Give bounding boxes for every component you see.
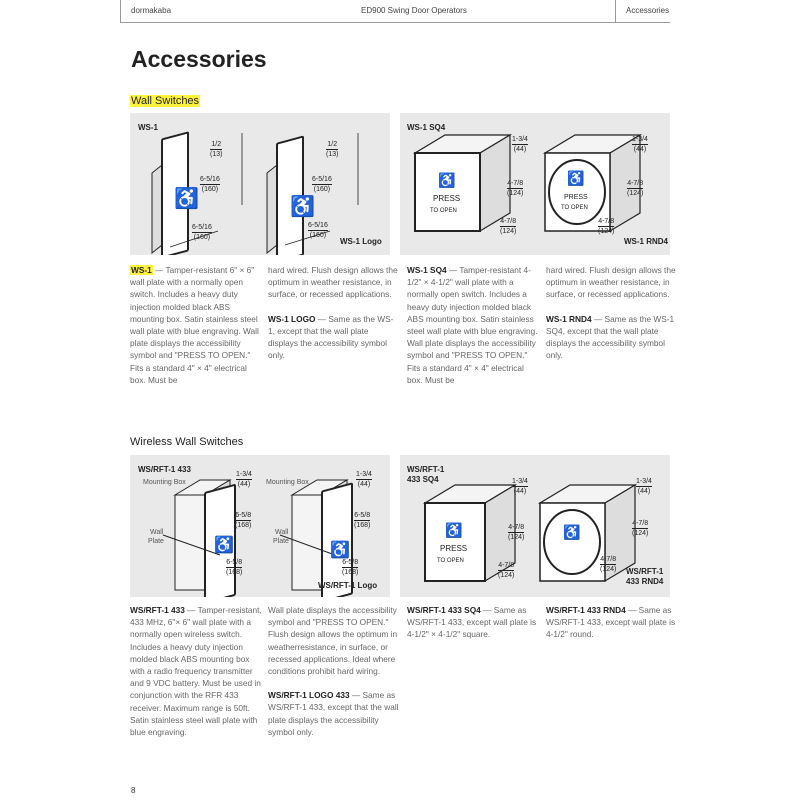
- product-description: — Same as WS/RFT-1 433, except wall plate is 4-1/2" × 4-1/2" square.: [407, 605, 537, 640]
- to-open-text: TO OPEN: [430, 208, 457, 214]
- dim-value: (160): [313, 186, 331, 193]
- plate-label: Plate: [273, 538, 289, 545]
- dim-value: (160): [201, 186, 219, 193]
- accessibility-icon: ♿: [330, 542, 350, 559]
- product-description: hard wired. Flush design allows the optimum in weather resistance, in surface, or recessed applications.: [268, 265, 398, 300]
- diagram-label: WS-1: [138, 123, 158, 132]
- dim-value: (44): [513, 146, 527, 153]
- dim-value: 1/2: [327, 141, 338, 148]
- dim-value: (168): [226, 569, 243, 576]
- dim-value: (44): [237, 481, 251, 488]
- product-name: WS/RFT-1 433 RND4: [546, 605, 626, 615]
- ws-1-drawing: [130, 113, 390, 255]
- dim-value: 1/2: [211, 141, 222, 148]
- diagram-label: 433 SQ4: [407, 475, 439, 484]
- press-text: PRESS: [564, 194, 588, 201]
- dim-value: (160): [193, 234, 211, 241]
- dim-value: (124): [600, 566, 617, 573]
- product-description: — Same as the WS-1, except that the wall plate displays the accessibility symbol only.: [268, 313, 394, 361]
- dim-value: 6-5/8: [354, 512, 371, 519]
- accessibility-icon: ♿: [563, 524, 581, 540]
- dim-value: 4-7/8: [632, 520, 649, 527]
- header-divider: [120, 22, 670, 23]
- dim-value: 1-3/4: [512, 136, 528, 143]
- dim-value: (44): [637, 488, 651, 495]
- dim-value: 1-3/4: [632, 136, 648, 143]
- wall-label: Wall: [150, 529, 164, 536]
- dim-value: 1-3/4: [512, 478, 528, 485]
- header-title: ED900 Swing Door Operators: [361, 6, 467, 15]
- dim-value: (44): [513, 488, 527, 495]
- product-name: WS/RFT-1 LOGO 433: [268, 690, 350, 701]
- dim-value: (44): [633, 146, 647, 153]
- product-description: Wall plate displays the accessibility symbol and "PRESS TO OPEN." Flush design allows the optimum in weatherresistance, in surface, or recessed applications. Ideal where conditions prohibit hard wiring.: [268, 605, 398, 677]
- header-divider: [120, 0, 121, 23]
- description-ws-1-rnd4: [546, 264, 678, 373]
- accessibility-icon: ♿: [214, 537, 234, 554]
- dim-value: (13): [210, 151, 223, 158]
- dim-value: (168): [354, 522, 371, 529]
- diagram-label: WS/RFT-1 433: [138, 465, 191, 474]
- dim-value: (124): [627, 190, 644, 197]
- dim-value: 4-7/8: [507, 180, 524, 187]
- plate-label: Plate: [148, 538, 164, 545]
- accessibility-icon: ♿: [567, 170, 585, 186]
- dim-value: 6-5/8: [342, 559, 359, 566]
- description-ws-1-logo: [268, 264, 400, 373]
- accessibility-icon: ♿: [290, 196, 315, 218]
- page-number: 8: [131, 786, 136, 795]
- product-description: — Tamper-resistant, 433 MHz, 6"× 6" wall plate with a normally open wireless switch. Includes a heavy duty injection molded black ABS mounting box with a radio frequency transmitter and 9 VDC battery. Must be used in conjunction with the RFR 433 receiver. Maximum range is 50ft. Satin stainless steel wall plate with blue engraving.: [130, 605, 262, 738]
- dim-value: (44): [357, 481, 371, 488]
- accessibility-icon: ♿: [174, 188, 199, 210]
- product-description: — Same as WS/RFT-1 433, except that the wall plate displays the accessibility symbol only.: [268, 690, 399, 737]
- dim-value: 4-7/8: [627, 180, 644, 187]
- to-open-text: TO OPEN: [561, 205, 588, 211]
- diagram-sublabel: WS/RFT-1 Logo: [318, 581, 378, 590]
- dim-value: (124): [507, 190, 524, 197]
- to-open-text: TO OPEN: [437, 558, 464, 564]
- dim-value: 6-5/16: [192, 224, 212, 231]
- diagram-sublabel: WS/RFT-1: [626, 567, 664, 576]
- accessibility-icon: ♿: [438, 172, 456, 188]
- dim-value: 4-7/8: [598, 218, 615, 225]
- product-description: — Tamper-resistant 4-1/2" × 4-1/2" wall plate with a normally open switch. Includes a heavy duty injection molded black ABS mounting box. Satin stainless steel wall plate with blue engraving. Wall plate displays the accessibility symbol and "PRESS TO OPEN." Fits a standard 4" × 4" electrical box. Must be: [407, 265, 538, 385]
- dim-value: (168): [235, 522, 252, 529]
- dim-value: 4-7/8: [600, 556, 617, 563]
- description-ws-rft-1-433-sq4: [407, 604, 539, 653]
- diagram-ws-rft-1-433: [130, 455, 390, 597]
- header-brand: dormakaba: [131, 6, 172, 15]
- product-name: WS-1 LOGO: [268, 313, 316, 324]
- dim-value: 6-5/8: [235, 512, 252, 519]
- diagram-label: WS-1 SQ4: [407, 123, 446, 132]
- description-ws-rft-1-logo-433: [268, 604, 400, 750]
- description-ws-rft-1-433-rnd4: [546, 604, 678, 653]
- diagram-ws-rft-1-433-sq4: [400, 455, 670, 597]
- dim-value: (13): [326, 151, 339, 158]
- diagram-sublabel: WS-1 RND4: [624, 237, 669, 246]
- dim-value: 4-7/8: [508, 524, 525, 531]
- product-description: — Same as WS/RFT-1 433, except wall plate is 4-1/2" round.: [546, 605, 676, 640]
- dim-value: 6-5/16: [308, 222, 328, 229]
- product-name: WS-1 RND4: [546, 313, 592, 324]
- dim-value: 1-3/4: [636, 478, 652, 485]
- diagram-sublabel: WS-1 Logo: [340, 237, 382, 246]
- header-divider: [615, 0, 616, 23]
- mounting-box-label: Mounting Box: [266, 479, 309, 486]
- press-text: PRESS: [433, 194, 461, 203]
- mounting-box-label: Mounting Box: [143, 479, 186, 486]
- dim-value: (124): [498, 572, 515, 579]
- dim-value: 4-7/8: [500, 218, 517, 225]
- dim-value: (160): [309, 232, 327, 239]
- accessibility-icon: ♿: [445, 522, 463, 538]
- dim-value: 4-7/8: [498, 562, 515, 569]
- product-description: — Tamper-resistant 6" × 6" wall plate with a normally open switch. Includes a heavy duty injection molded black ABS mounting box. Satin stainless steel wall plate with blue engraving. Wall plate displays the accessibility symbol and "PRESS TO OPEN." Fits a standard 4" × 4" electrical box. Must be: [130, 265, 259, 385]
- description-ws-rft-1-433: [130, 604, 262, 750]
- dim-value: 1-3/4: [236, 471, 252, 478]
- product-name: WS/RFT-1 433: [130, 605, 185, 615]
- description-ws-1: [130, 264, 262, 398]
- page-title: Accessories: [131, 46, 267, 72]
- diagram-ws-1-sq4: [400, 113, 670, 255]
- dim-value: (124): [508, 534, 525, 541]
- dim-value: (124): [500, 228, 517, 235]
- dim-value: 6-5/16: [312, 176, 332, 183]
- dim-value: 6-5/8: [226, 559, 243, 566]
- dim-value: (124): [632, 530, 649, 537]
- header-section: Accessories: [626, 6, 670, 15]
- product-name: WS-1 SQ4: [407, 265, 447, 275]
- section-heading-wall-switches: Wall Switches: [131, 95, 200, 107]
- section-heading-wireless: Wireless Wall Switches: [130, 436, 244, 448]
- description-ws-1-sq4: [407, 264, 539, 398]
- dim-value: 1-3/4: [356, 471, 372, 478]
- diagram-sublabel: 433 RND4: [626, 577, 664, 586]
- product-name: WS-1: [131, 265, 152, 275]
- diagram-label: WS/RFT-1: [407, 465, 445, 474]
- diagram-ws-1: [130, 113, 390, 255]
- press-text: PRESS: [440, 544, 468, 553]
- product-name: WS/RFT-1 433 SQ4: [407, 605, 481, 615]
- dim-value: (168): [342, 569, 359, 576]
- dim-value: (124): [598, 228, 615, 235]
- product-description: hard wired. Flush design allows the optimum in weather resistance, in surface, or recessed applications.: [546, 265, 676, 300]
- dim-value: 6-5/16: [200, 176, 220, 183]
- product-description: — Same as the WS-1 SQ4, except that the wall plate displays the accessibility symbol only.: [546, 313, 675, 361]
- wall-label: Wall: [275, 529, 289, 536]
